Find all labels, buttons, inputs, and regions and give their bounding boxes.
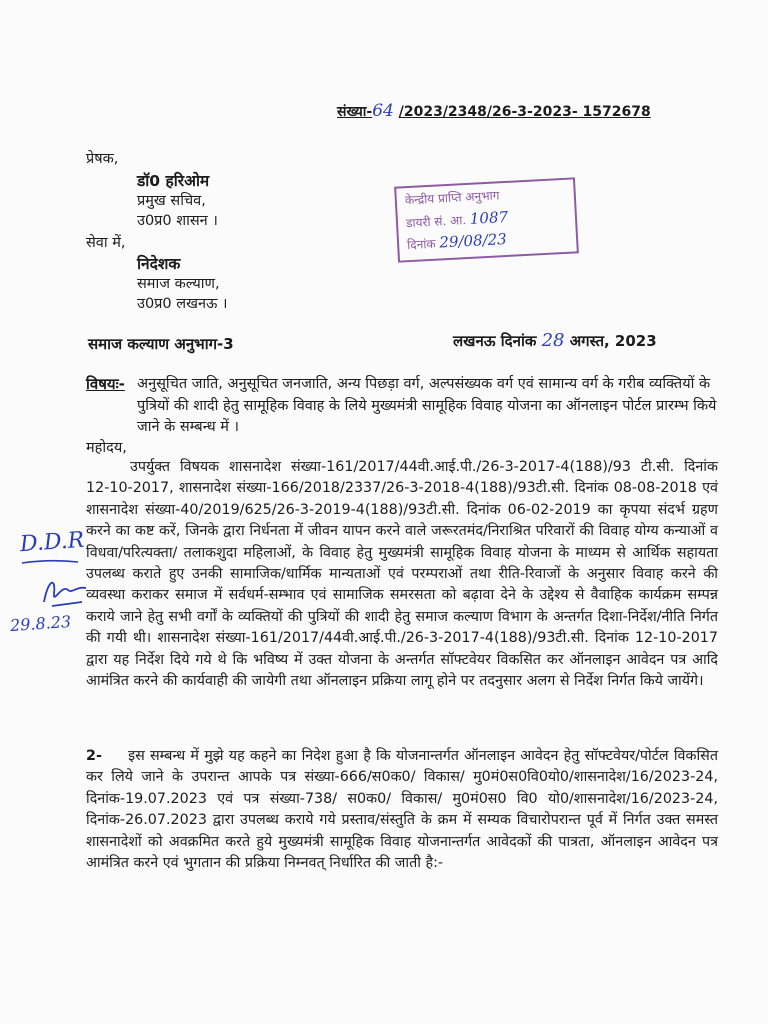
recipient-designation: समाज कल्याण, [137,276,220,292]
stamp-line-3 [407,230,507,253]
receipt-stamp [394,177,579,262]
salutation: महोदय, [86,440,127,456]
stamp-line-1: केन्द्रीय प्राप्ति अनुभाग [404,188,500,208]
section-name: समाज कल्याण अनुभाग-3 [88,335,234,353]
paragraph-1: उपर्युक्त विषयक शासनादेश संख्या-161/2017/44वी.आई.पी./26-3-2017-4(188)/93 टी.सी. दिनांक 12-10-2017, शासनादेश संख्या-166/2018/2337/26-3-2018-4(188)/93टी.सी. दिनांक 08-08-2018 एवं शासनादेश संख्या-40/2019/625/26-3-2019-4(188)/93टी.सी. दिनांक 06-02-2019 का कृपया संदर्भ ग्रहण करने का कष्ट करें, जिनके द्वारा निर्धनता में जीवन यापन करने वाले जरूरतमंद/निराश्रित परिवारों की विवाह योग्य कन्याओं व विधवा/परित्यक्ता/ तलाकशुदा महिलाओं, के विवाह हेतु मुख्यमंत्री सामूहिक विवाह योजना के माध्यम से आर्थिक सहायता उपलब्ध कराते हुए उनकी सामाजिक/धार्मिक मान्यताओं एवं परम्पराओं तथा रीति-रिवाजों के अनुसार विवाह करने की व्यवस्था कराकर समाज में सर्वधर्म-सम्भाव एवं सामाजिक समरसता को बढ़ावा देने के उद्देश्य से वैवाहिक कार्यक्रम सम्पन्न कराये जाने हेतु सभी वर्गों के व्यक्तियों की पुत्रियों की शादी हेतु समाज कल्याण विभाग के अन्तर्गत दिशा-निर्देश/नीति निर्गत की गयी थी। शासनादेश संख्या-161/2017/44वी.आई.पी./26-3-2017-4(188)/93टी.सी. दिनांक 12-10-2017 द्वारा यह निर्देश दिये गये थे कि भविष्य में उक्त योजना के अन्तर्गत सॉफ्टवेयर विकसित कर ऑनलाइन आवेदन पत्र आदि आमंत्रित करने की कार्यवाही की जायेगी तथा ऑनलाइन प्रक्रिया लागू होने पर तदनुसार अलग से निर्देश निर्गत किये जायेंगे। [86,459,718,690]
margin-note-signature-icon [38,572,92,612]
date-prefix: लखनऊ दिनांक [453,332,537,350]
margin-note-date: 29.8.23 [9,611,72,636]
stamp-diary-label: डायरी सं. आ. [405,213,467,231]
stamp-date-value: 29/08/23 [438,229,508,252]
paragraph-2-number: 2- [86,748,102,764]
recipient-label: सेवा में, [86,235,126,251]
sender-name: डॉ0 हरिओम [137,172,210,190]
reference-suffix: /2023/2348/26-3-2023- 1572678 [398,104,651,120]
sender-designation: प्रमुख सचिव, [137,193,206,209]
stamp-diary-number: 1087 [469,207,509,228]
margin-note-initials: D.D.R [19,527,86,558]
date-handwritten-day: 28 [541,330,565,351]
letter-reference-number [337,101,651,121]
subject-label: विषयः- [86,375,125,393]
margin-note-underline [20,558,80,566]
reference-handwritten-number: 64 [372,101,394,121]
sender-label: प्रेषक, [86,151,119,167]
recipient-name: निदेशक [137,255,181,273]
paragraph-2 [86,746,718,874]
date-suffix: अगस्त, 2023 [569,332,657,350]
recipient-office: उ0प्र0 लखनऊ । [137,296,228,312]
letter-date [453,330,657,351]
stamp-date-label: दिनांक [406,236,437,253]
sender-office: उ0प्र0 शासन । [137,213,218,229]
reference-prefix: संख्या- [337,104,373,120]
stamp-line-2 [406,208,509,231]
paragraph-2-text: इस सम्बन्ध में मुझे यह कहने का निदेश हुआ है कि योजनान्तर्गत ऑनलाइन आवेदन हेतु सॉफ्टवेयर/पोर्टल विकसित कर लिये जाने के उपरान्त आपके पत्र संख्या-666/स0क0/ विकास/ मु0मं0स0वि0यो0/शासनादेश/16/2023-24, दिनांक-19.07.2023 एवं पत्र संख्या-738/ स0क0/ विकास/ मु0मं0स0 वि0 यो0/शासनादेश/16/2023-24, दिनांक-26.07.2023 द्वारा उपलब्ध कराये गये प्रस्ताव/संस्तुति के क्रम में सम्यक विचारोपरान्त पूर्व में निर्गत उक्त समस्त शासनादेशों को अवक्रमित करते हुये मुख्यमंत्री सामूहिक विवाह योजनान्तर्गत आवेदकों की पात्रता, ऑनलाइन आवेदन पत्र आमंत्रित करने एवं भुगतान की प्रक्रिया निम्नवत् निर्धारित की जाती है:- [86,748,718,872]
subject-text: अनुसूचित जाति, अनुसूचित जनजाति, अन्य पिछड़ा वर्ग, अल्पसंख्यक वर्ग एवं सामान्य वर्ग के गरीब व्यक्तियों के पुत्रियों की शादी हेतु सामूहिक विवाह के लिये मुख्यमंत्री सामूहिक विवाह योजना का ऑनलाइन पोर्टल प्रारम्भ किये जाने के सम्बन्ध में । [137,376,717,435]
